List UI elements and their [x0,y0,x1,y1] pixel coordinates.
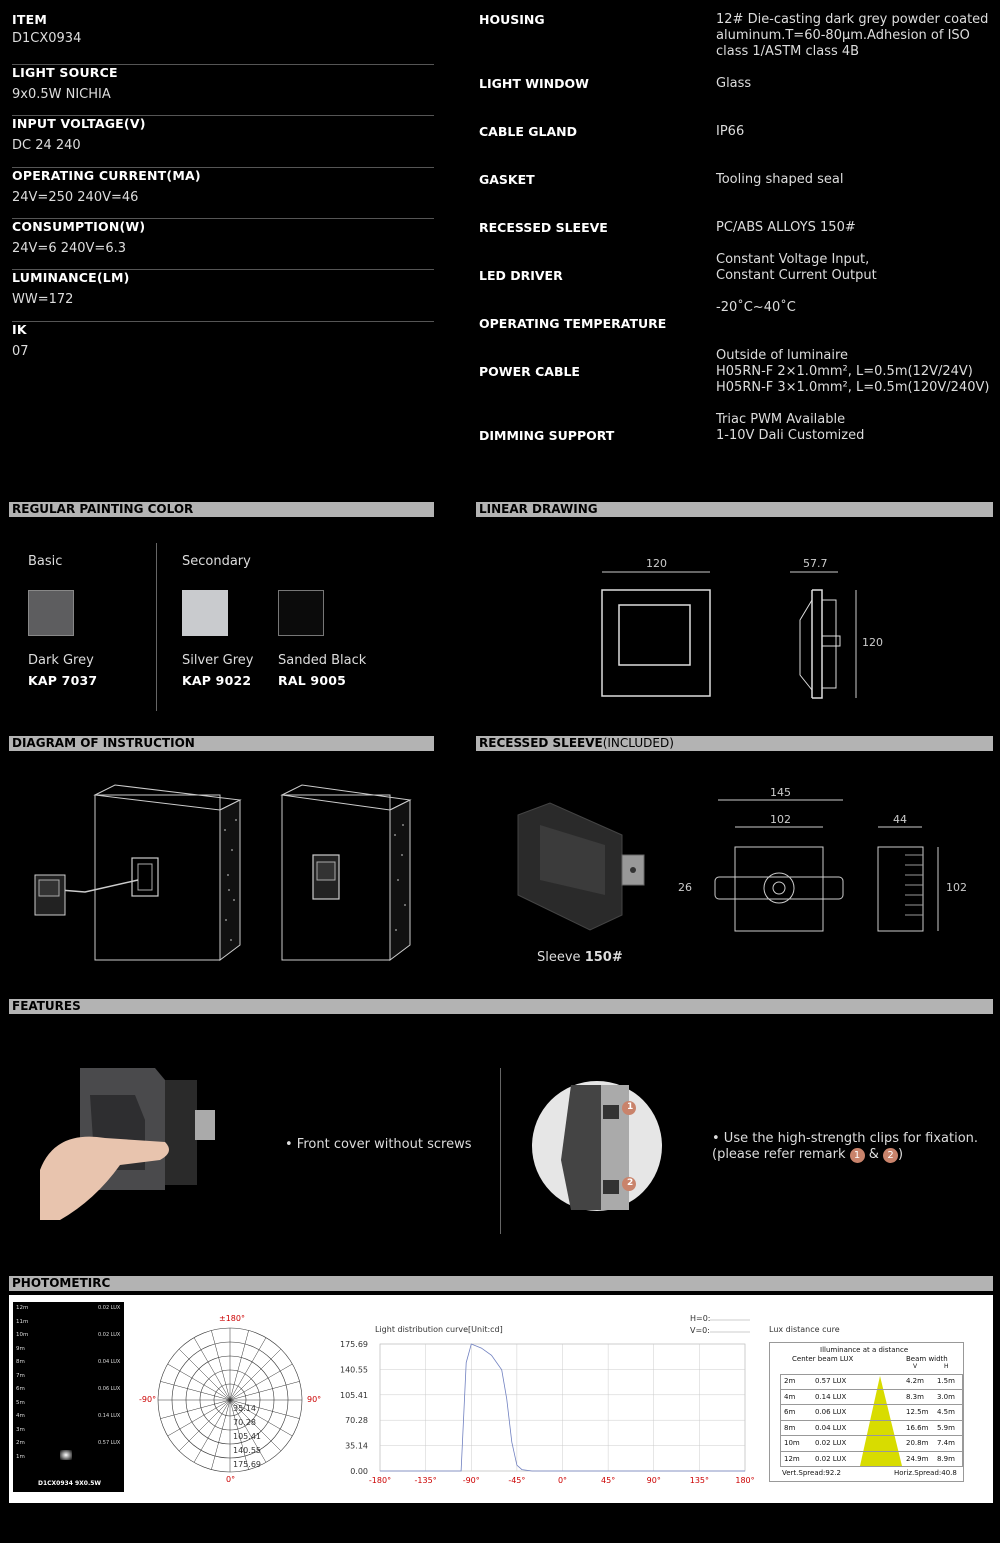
distance-label: 9m [16,1345,25,1352]
lux-cone-panel [13,1302,124,1492]
spec-left-value-5: WW=172 [12,292,74,307]
spec-right-label-4: RECESSED SLEEVE [479,220,608,235]
distance-label: 8m [16,1359,25,1365]
polar-spoke [160,1381,230,1400]
section-features-header: FEATURES [9,999,993,1014]
chart-x-tick: -180° [368,1476,392,1485]
clip-num-1: 1 [627,1102,634,1112]
spec-right-value-3: Tooling shaped seal [716,172,844,187]
chart-x-tick: 90° [646,1476,661,1485]
polar-spoke [230,1338,266,1400]
swatch-name-2: Sanded Black [278,653,367,668]
lux-label: 0.02 LUX [98,1305,121,1311]
distance-label: 1m [16,1453,25,1460]
chart-y-tick: 105.41 [340,1390,368,1400]
lux-label: 0.04 LUX [98,1359,121,1365]
lux-row-d: 12m [784,1454,800,1463]
chart-x-tick: 0° [557,1476,568,1485]
lux-row-v: 16.6m [906,1423,929,1432]
lux-row-h: 3.0m [937,1392,955,1401]
spec-left-value-2: DC 24 240 [12,138,81,153]
swatch-name-1: Silver Grey [182,653,254,668]
chart-y-tick: 70.28 [345,1416,368,1426]
color-divider [156,543,157,711]
distance-label: 10m [16,1332,29,1338]
polar-ring-label: 70.28 [233,1418,256,1427]
chart-x-tick: 45° [601,1476,616,1485]
spec-left-value-1: 9x0.5W NICHIA [12,87,111,102]
linear-drawing [590,550,890,710]
spec-left-value-0: D1CX0934 [12,31,82,46]
h-label: H=0: [690,1314,711,1323]
spec-left-label-1: LIGHT SOURCE [12,65,118,80]
distance-label: 11m [16,1318,29,1325]
lux-row-v: 20.8m [906,1439,929,1447]
lux-row-h: 4.5m [937,1408,955,1416]
lux-row-v: 8.3m [906,1392,924,1401]
feature-clips-line1: • Use the high-strength clips for fixation. [712,1131,979,1146]
spec-left-label-0: ITEM [12,12,47,27]
chart-x-tick: -45° [508,1476,526,1485]
spec-left-label-3: OPERATING CURRENT(MA) [12,168,201,183]
polar-spoke [230,1330,249,1400]
curve-title: Light distribution curve[Unit:cd] [375,1325,503,1334]
lux-row [780,1421,963,1437]
spec-left-row-4 [12,219,434,270]
feature-front-cover: • Front cover without screws [285,1137,472,1152]
lux-label: 0.02 LUX [98,1332,121,1338]
lux-row-v: 12.5m [906,1408,929,1416]
spec-left-value-3: 24V=250 240V=46 [12,190,139,205]
section-linear-header: LINEAR DRAWING [476,502,993,517]
feature-divider [500,1068,501,1234]
distance-label: 5m [16,1399,25,1406]
lux-row [780,1436,963,1452]
dim-depth: 57.7 [803,557,828,570]
spec-right-value-5: Constant Voltage Input, Constant Current Output [716,252,877,283]
polar-ring-label: 105.41 [233,1432,261,1441]
lux-label: 0.06 LUX [98,1386,121,1392]
h-col-label: H [944,1363,949,1370]
lux-row-v: 4.2m [906,1377,924,1385]
polar-left-label: -90° [139,1395,157,1404]
spec-right-label-6: OPERATING TEMPERATURE [479,316,667,331]
clip-num-2: 2 [627,1178,634,1188]
spec-left-value-4: 24V=6 240V=6.3 [12,241,127,256]
lux-row [780,1374,963,1390]
swatch-name-0: Dark Grey [28,653,94,668]
spec-left-row-0 [12,12,434,65]
distance-label: 7m [16,1372,25,1379]
spec-right-label-0: HOUSING [479,12,545,27]
polar-ring-label: 140.55 [233,1446,261,1455]
spec-left-row-3 [12,168,434,219]
spec-right-label-3: GASKET [479,172,535,187]
spec-left-value-6: 07 [12,344,29,359]
lux-row-h: 7.4m [937,1439,955,1447]
sleeve-caption: Sleeve 150# [537,950,623,965]
chart-x-tick: 180° [735,1476,755,1485]
spec-right-value-7: Outside of luminaire H05RN-F 2×1.0mm², L=0.5m(12V/24V) H05RN-F 3×1.0mm², L=0.5m(120V/240V) [716,348,990,395]
lux-row-lux: 0.57 LUX [815,1377,847,1385]
polar-ring-label: 175.69 [233,1460,261,1469]
lux-row [780,1390,963,1406]
feature-clips-line2: (please refer remark 1 & 2 ) [712,1147,904,1162]
lux-row-d: 2m [784,1377,796,1385]
swatch-code-0: KAP 7037 [28,673,98,688]
spec-right-value-4: PC/ABS ALLOYS 150# [716,220,856,235]
lux-row-h: 5.9m [937,1423,955,1432]
polar-spoke [194,1400,230,1462]
polar-top-label: ±180° [219,1314,245,1323]
spec-left-row-5 [12,270,434,322]
spec-left-label-6: IK [12,322,27,337]
section-instruction-header: DIAGRAM OF INSTRUCTION [9,736,434,751]
spec-left-label-5: LUMINANCE(LM) [12,270,130,285]
light-distribution-chart [330,1314,760,1494]
chart-y-tick: 0.00 [350,1467,368,1476]
spec-right-label-2: CABLE GLAND [479,124,577,139]
swatch-sanded-black [278,590,324,636]
table-title: Illuminance at a distance [820,1346,909,1354]
chart-x-tick: -90° [462,1476,480,1485]
chart-x-tick: -135° [414,1476,437,1485]
polar-spoke [211,1400,230,1470]
spec-right-label-1: LIGHT WINDOW [479,76,589,91]
polar-spoke [230,1381,300,1400]
lux-row-d: 6m [784,1408,796,1416]
polar-spoke [168,1364,230,1400]
polar-spoke [160,1400,230,1419]
lux-row-lux: 0.14 LUX [815,1392,847,1401]
polar-spoke [211,1330,230,1400]
sleeve-dim-44: 44 [893,813,907,826]
center-beam-label: Center beam LUX [792,1355,854,1363]
spec-left-row-6 [12,322,434,372]
sleeve-dim-102a: 102 [770,813,791,826]
distance-label: 2m [16,1440,25,1446]
lux-row-lux: 0.02 LUX [815,1454,847,1463]
distance-label: 12m [16,1305,29,1311]
lux-row-h: 8.9m [937,1454,955,1463]
polar-spoke [230,1364,292,1400]
spec-left-row-2 [12,116,434,168]
spec-right-value-8: Triac PWM Available 1-10V Dali Customized [716,412,865,443]
distance-label: 3m [16,1426,25,1433]
polar-right-label: 90° [307,1395,322,1404]
polar-bottom-label: 0° [226,1475,236,1484]
section-sleeve-header: RECESSED SLEEVE(INCLUDED) [476,736,993,751]
distance-label: 6m [16,1386,25,1392]
lux-label: 0.57 LUX [98,1440,121,1446]
swatch-dark-grey [28,590,74,636]
chart-y-tick: 35.14 [345,1441,368,1451]
secondary-label: Secondary [182,554,251,569]
sleeve-dim-102b: 102 [946,881,967,894]
lux-row [780,1452,963,1468]
polar-spoke [168,1400,230,1436]
chart-y-tick: 175.69 [340,1340,368,1349]
horiz-spread: Horiz.Spread:40.8 [894,1469,957,1477]
chart-x-tick: 135° [689,1476,710,1485]
feature-hand-image [35,1060,235,1225]
spec-right-label-7: POWER CABLE [479,364,580,379]
swatch-silver-grey [182,590,228,636]
lux-row-d: 10m [784,1439,800,1447]
spec-right-value-6: -20˚C~40˚C [716,300,796,315]
spec-right-value-2: IP66 [716,124,745,139]
lux-row-lux: 0.06 LUX [815,1408,847,1416]
lux-label: 0.14 LUX [98,1413,121,1419]
lux-row-d: 4m [784,1392,796,1401]
dim-width: 120 [646,557,667,570]
spec-right-value-0: 12# Die-casting dark grey powder coated aluminum.T=60-80μm.Adhesion of ISO class 1/ASTM class 4B [716,12,989,59]
vert-spread: Vert.Spread:92.2 [782,1469,841,1477]
spec-right-label-8: DIMMING SUPPORT [479,428,615,443]
polar-spoke [194,1338,230,1400]
v-col-label: V [913,1363,918,1370]
spec-left-label-4: CONSUMPTION(W) [12,219,146,234]
v-label: V=0: [690,1326,710,1335]
lux-row-lux: 0.04 LUX [815,1423,847,1432]
lux-row-v: 24.9m [906,1454,929,1463]
swatch-code-2: RAL 9005 [278,673,347,688]
distance-label: 4m [16,1413,25,1419]
product-label: D1CX0934 9X0.5W [38,1480,102,1487]
lux-row [780,1405,963,1421]
lux-row-d: 8m [784,1423,796,1432]
spec-right-label-5: LED DRIVER [479,268,563,283]
lux-row-lux: 0.02 LUX [815,1439,847,1447]
section-painting-header: REGULAR PAINTING COLOR [9,502,434,517]
lux-title: Lux distance cure [769,1325,840,1334]
instruction-diagram [20,780,440,970]
chart-y-tick: 140.55 [340,1365,368,1375]
spec-right-value-1: Glass [716,76,752,91]
lux-row-h: 1.5m [937,1377,955,1385]
sleeve-drawing [510,795,990,945]
sleeve-dim-26: 26 [678,881,692,894]
beam-width-label: Beam width [906,1355,948,1363]
dim-height: 120 [862,636,883,649]
spec-left-row-1 [12,65,434,116]
sleeve-dim-145: 145 [770,786,791,799]
swatch-code-1: KAP 9022 [182,673,252,688]
feature-clip-image [531,1080,666,1215]
basic-label: Basic [28,554,63,569]
lux-cone-glow [60,1450,72,1460]
section-photometric-header: PHOTOMETIRC [9,1276,993,1291]
spec-left-label-2: INPUT VOLTAGE(V) [12,116,146,131]
polar-chart [140,1312,320,1492]
polar-ring-label: 35.14 [233,1404,256,1413]
